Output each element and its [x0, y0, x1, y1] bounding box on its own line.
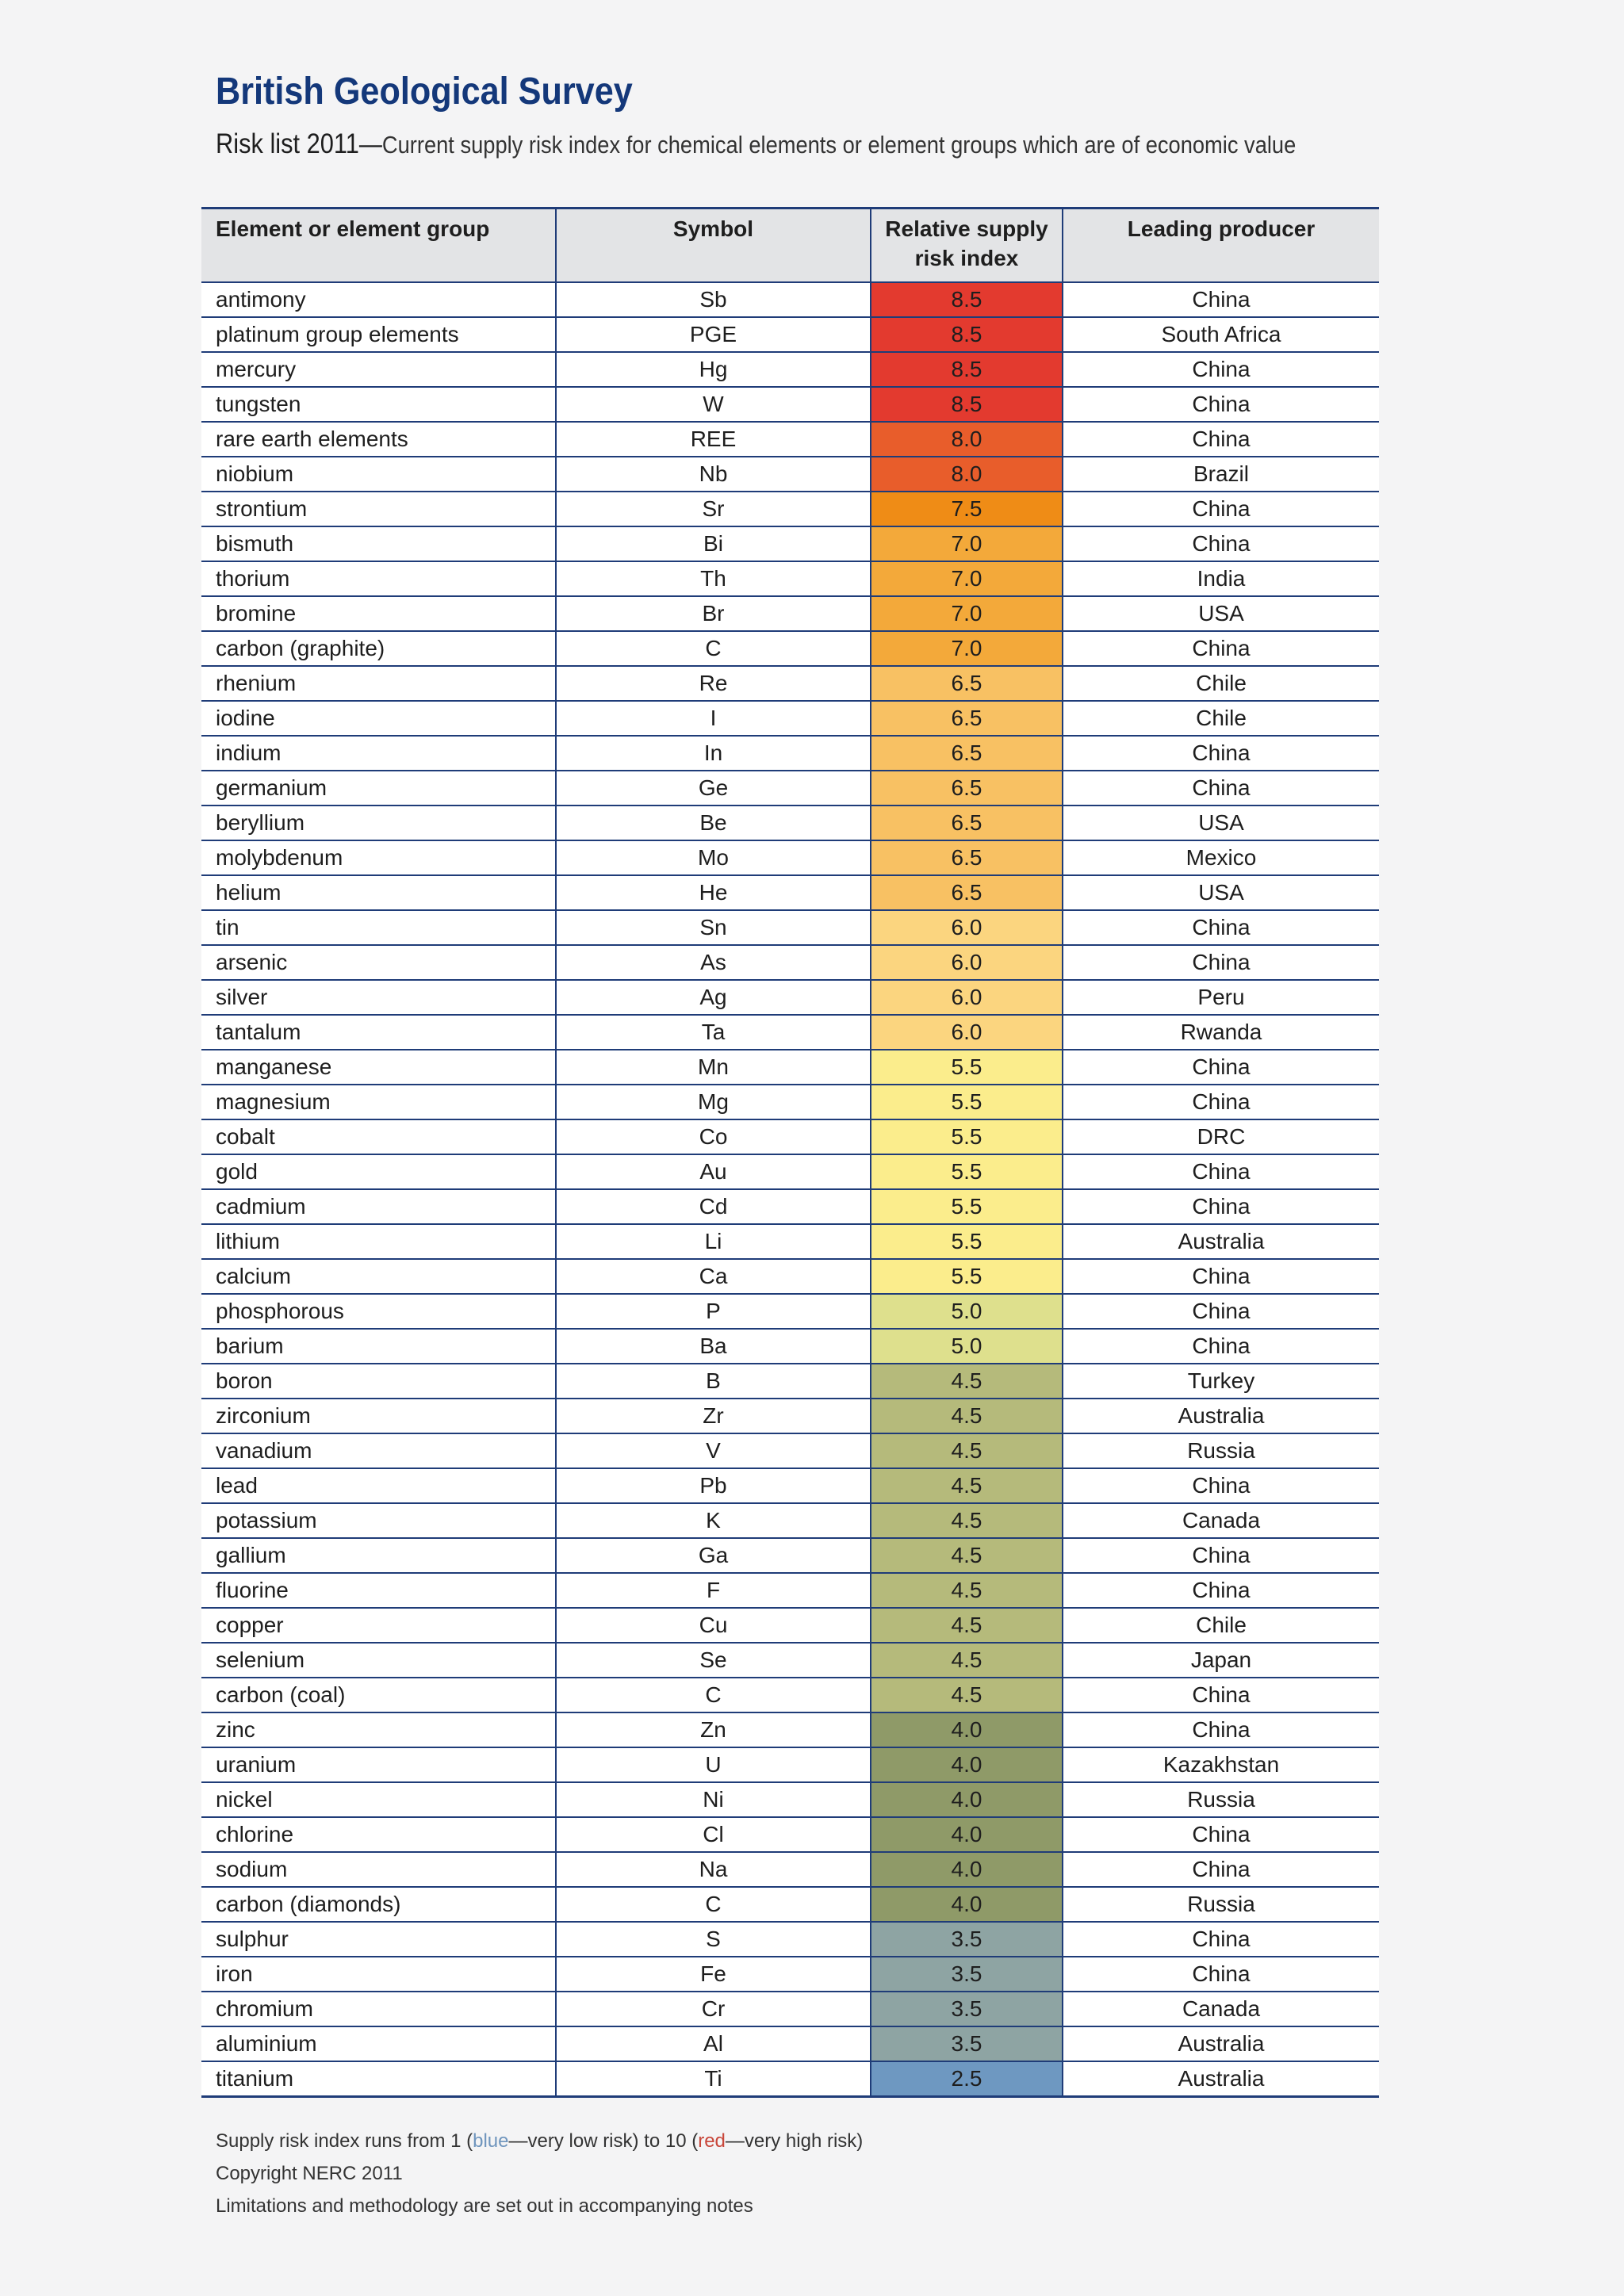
element-name-cell: silver [201, 980, 556, 1015]
element-name-cell: phosphorous [201, 1294, 556, 1329]
symbol-cell: Ca [556, 1259, 871, 1294]
risk-index-cell: 5.5 [871, 1119, 1063, 1154]
symbol-cell: PGE [556, 317, 871, 352]
element-name-cell: carbon (diamonds) [201, 1887, 556, 1922]
risk-index-cell: 4.5 [871, 1608, 1063, 1643]
table-row [201, 1573, 1379, 1608]
symbol-cell: Co [556, 1119, 871, 1154]
symbol-cell: C [556, 1887, 871, 1922]
table-row [201, 2026, 1379, 2061]
subtitle-description: Current supply risk index for chemical elements or element groups which are of economic value [381, 131, 1297, 159]
symbol-cell: Bi [556, 526, 871, 561]
element-name-cell: boron [201, 1364, 556, 1399]
leading-producer-cell: Chile [1063, 701, 1379, 736]
element-name-cell: chromium [201, 1992, 556, 2026]
element-name-cell: niobium [201, 457, 556, 492]
element-name-cell: bromine [201, 596, 556, 631]
leading-producer-cell: China [1063, 910, 1379, 945]
symbol-cell: Th [556, 561, 871, 596]
table-row [201, 1050, 1379, 1085]
risk-index-cell: 6.0 [871, 1015, 1063, 1050]
risk-index-cell: 6.5 [871, 771, 1063, 806]
element-name-cell: barium [201, 1329, 556, 1364]
symbol-cell: F [556, 1573, 871, 1608]
table-row [201, 457, 1379, 492]
table-row [201, 1817, 1379, 1852]
leading-producer-cell: Mexico [1063, 840, 1379, 875]
leading-producer-cell: China [1063, 1294, 1379, 1329]
leading-producer-cell: Russia [1063, 1782, 1379, 1817]
organization-title: British Geological Survey [216, 71, 633, 113]
element-name-cell: zirconium [201, 1399, 556, 1433]
risk-index-cell: 5.5 [871, 1259, 1063, 1294]
leading-producer-cell: South Africa [1063, 317, 1379, 352]
risk-index-cell: 6.0 [871, 910, 1063, 945]
header-row [201, 209, 1379, 283]
table-row [201, 1852, 1379, 1887]
element-name-cell: bismuth [201, 526, 556, 561]
element-name-cell: tantalum [201, 1015, 556, 1050]
table-row [201, 422, 1379, 457]
risk-index-cell: 4.5 [871, 1399, 1063, 1433]
symbol-cell: Au [556, 1154, 871, 1189]
risk-index-cell: 7.0 [871, 631, 1063, 666]
table-row [201, 1957, 1379, 1992]
symbol-cell: Ag [556, 980, 871, 1015]
document-subtitle [216, 128, 1296, 160]
symbol-cell: Mo [556, 840, 871, 875]
element-name-cell: fluorine [201, 1573, 556, 1608]
risk-index-cell: 4.0 [871, 1712, 1063, 1747]
risk-index-cell: 6.5 [871, 736, 1063, 771]
risk-index-cell: 8.5 [871, 387, 1063, 422]
element-name-cell: chlorine [201, 1817, 556, 1852]
symbol-cell: Zr [556, 1399, 871, 1433]
leading-producer-cell: China [1063, 1050, 1379, 1085]
risk-index-cell: 4.0 [871, 1782, 1063, 1817]
element-name-cell: cobalt [201, 1119, 556, 1154]
element-name-cell: platinum group elements [201, 317, 556, 352]
risk-index-cell: 6.5 [871, 666, 1063, 701]
leading-producer-cell: China [1063, 631, 1379, 666]
table-row [201, 631, 1379, 666]
column-header-symbol: Symbol [556, 209, 871, 283]
element-name-cell: carbon (coal) [201, 1678, 556, 1712]
symbol-cell: Mg [556, 1085, 871, 1119]
leading-producer-cell: Australia [1063, 2061, 1379, 2097]
symbol-cell: Re [556, 666, 871, 701]
element-name-cell: strontium [201, 492, 556, 526]
leading-producer-cell: China [1063, 282, 1379, 317]
leading-producer-cell: Australia [1063, 2026, 1379, 2061]
table-row [201, 736, 1379, 771]
risk-index-cell: 3.5 [871, 1957, 1063, 1992]
leading-producer-cell: Peru [1063, 980, 1379, 1015]
risk-index-cell: 5.0 [871, 1294, 1063, 1329]
risk-index-cell: 7.0 [871, 561, 1063, 596]
symbol-cell: Hg [556, 352, 871, 387]
leading-producer-cell: China [1063, 945, 1379, 980]
symbol-cell: Ni [556, 1782, 871, 1817]
risk-index-cell: 8.0 [871, 422, 1063, 457]
symbol-cell: Nb [556, 457, 871, 492]
leading-producer-cell: Australia [1063, 1399, 1379, 1433]
leading-producer-cell: China [1063, 771, 1379, 806]
table-row [201, 1224, 1379, 1259]
table-row [201, 387, 1379, 422]
element-name-cell: potassium [201, 1503, 556, 1538]
column-header-leading-producer: Leading producer [1063, 209, 1379, 283]
risk-index-cell: 8.5 [871, 352, 1063, 387]
element-name-cell: cadmium [201, 1189, 556, 1224]
element-name-cell: rare earth elements [201, 422, 556, 457]
table-row [201, 1503, 1379, 1538]
element-name-cell: molybdenum [201, 840, 556, 875]
copyright-note: Copyright NERC 2011 [216, 2163, 403, 2184]
element-name-cell: vanadium [201, 1433, 556, 1468]
risk-index-cell: 4.5 [871, 1433, 1063, 1468]
risk-table [201, 207, 1379, 2098]
risk-index-cell: 5.0 [871, 1329, 1063, 1364]
element-name-cell: indium [201, 736, 556, 771]
element-name-cell: titanium [201, 2061, 556, 2097]
table-row [201, 945, 1379, 980]
risk-index-cell: 6.5 [871, 806, 1063, 840]
risk-index-cell: 4.5 [871, 1573, 1063, 1608]
table-row [201, 910, 1379, 945]
leading-producer-cell: China [1063, 387, 1379, 422]
risk-index-cell: 4.0 [871, 1887, 1063, 1922]
leading-producer-cell: USA [1063, 596, 1379, 631]
symbol-cell: P [556, 1294, 871, 1329]
symbol-cell: Sr [556, 492, 871, 526]
table-row [201, 1643, 1379, 1678]
table-row [201, 806, 1379, 840]
leading-producer-cell: China [1063, 1189, 1379, 1224]
table-row [201, 1992, 1379, 2026]
element-name-cell: germanium [201, 771, 556, 806]
table-row [201, 701, 1379, 736]
table-row [201, 1538, 1379, 1573]
element-name-cell: helium [201, 875, 556, 910]
scale-note-mid: —very low risk) to 10 ( [508, 2130, 699, 2152]
footnotes [216, 2125, 863, 2222]
leading-producer-cell: Chile [1063, 1608, 1379, 1643]
symbol-cell: Ta [556, 1015, 871, 1050]
symbol-cell: Li [556, 1224, 871, 1259]
element-name-cell: carbon (graphite) [201, 631, 556, 666]
symbol-cell: Zn [556, 1712, 871, 1747]
leading-producer-cell: USA [1063, 806, 1379, 840]
symbol-cell: Cd [556, 1189, 871, 1224]
leading-producer-cell: Japan [1063, 1643, 1379, 1678]
leading-producer-cell: Rwanda [1063, 1015, 1379, 1050]
table-row [201, 2061, 1379, 2097]
table-row [201, 1782, 1379, 1817]
symbol-cell: Ga [556, 1538, 871, 1573]
leading-producer-cell: China [1063, 352, 1379, 387]
column-header-risk-index: Relative supply risk index [871, 209, 1063, 283]
element-name-cell: tin [201, 910, 556, 945]
symbol-cell: Cl [556, 1817, 871, 1852]
symbol-cell: Pb [556, 1468, 871, 1503]
risk-index-cell: 4.0 [871, 1817, 1063, 1852]
element-name-cell: lithium [201, 1224, 556, 1259]
symbol-cell: Sn [556, 910, 871, 945]
table-row [201, 1085, 1379, 1119]
leading-producer-cell: Canada [1063, 1992, 1379, 2026]
element-name-cell: uranium [201, 1747, 556, 1782]
leading-producer-cell: Turkey [1063, 1364, 1379, 1399]
table-row [201, 1468, 1379, 1503]
leading-producer-cell: China [1063, 1259, 1379, 1294]
symbol-cell: Al [556, 2026, 871, 2061]
leading-producer-cell: China [1063, 1329, 1379, 1364]
leading-producer-cell: China [1063, 1852, 1379, 1887]
risk-index-cell: 6.0 [871, 945, 1063, 980]
leading-producer-cell: Brazil [1063, 457, 1379, 492]
subtitle-dash: — [358, 129, 382, 159]
symbol-cell: Ge [556, 771, 871, 806]
table-row [201, 1747, 1379, 1782]
leading-producer-cell: DRC [1063, 1119, 1379, 1154]
risk-index-cell: 4.0 [871, 1747, 1063, 1782]
symbol-cell: Be [556, 806, 871, 840]
scale-note-suffix: —very high risk) [725, 2130, 864, 2152]
limitations-note: Limitations and methodology are set out in accompanying notes [216, 2195, 753, 2217]
table-row [201, 666, 1379, 701]
symbol-cell: Mn [556, 1050, 871, 1085]
symbol-cell: I [556, 701, 871, 736]
column-header-element: Element or element group [201, 209, 556, 283]
symbol-cell: Se [556, 1643, 871, 1678]
table-row [201, 1329, 1379, 1364]
leading-producer-cell: China [1063, 1538, 1379, 1573]
risk-index-cell: 8.5 [871, 282, 1063, 317]
leading-producer-cell: Russia [1063, 1887, 1379, 1922]
table-row [201, 1608, 1379, 1643]
symbol-cell: W [556, 387, 871, 422]
leading-producer-cell: China [1063, 492, 1379, 526]
risk-table-header [201, 209, 1379, 283]
element-name-cell: selenium [201, 1643, 556, 1678]
table-row [201, 980, 1379, 1015]
risk-index-cell: 7.5 [871, 492, 1063, 526]
element-name-cell: beryllium [201, 806, 556, 840]
table-row [201, 1678, 1379, 1712]
leading-producer-cell: China [1063, 1678, 1379, 1712]
leading-producer-cell: China [1063, 1085, 1379, 1119]
risk-index-cell: 4.5 [871, 1364, 1063, 1399]
risk-index-cell: 3.5 [871, 1992, 1063, 2026]
element-name-cell: lead [201, 1468, 556, 1503]
leading-producer-cell: Russia [1063, 1433, 1379, 1468]
risk-index-cell: 7.0 [871, 526, 1063, 561]
symbol-cell: As [556, 945, 871, 980]
risk-index-cell: 4.5 [871, 1643, 1063, 1678]
risk-index-cell: 4.5 [871, 1538, 1063, 1573]
symbol-cell: K [556, 1503, 871, 1538]
element-name-cell: iron [201, 1957, 556, 1992]
table-row [201, 1887, 1379, 1922]
element-name-cell: arsenic [201, 945, 556, 980]
risk-index-cell: 5.5 [871, 1154, 1063, 1189]
element-name-cell: aluminium [201, 2026, 556, 2061]
table-row [201, 771, 1379, 806]
table-row [201, 1119, 1379, 1154]
symbol-cell: Sb [556, 282, 871, 317]
risk-index-cell: 5.5 [871, 1085, 1063, 1119]
leading-producer-cell: China [1063, 1817, 1379, 1852]
risk-table-body [201, 282, 1379, 2097]
symbol-cell: Ba [556, 1329, 871, 1364]
leading-producer-cell: Canada [1063, 1503, 1379, 1538]
table-row [201, 561, 1379, 596]
element-name-cell: nickel [201, 1782, 556, 1817]
table-row [201, 1433, 1379, 1468]
element-name-cell: magnesium [201, 1085, 556, 1119]
table-row [201, 596, 1379, 631]
risk-index-cell: 6.5 [871, 875, 1063, 910]
risk-index-cell: 5.5 [871, 1050, 1063, 1085]
element-name-cell: rhenium [201, 666, 556, 701]
leading-producer-cell: China [1063, 1573, 1379, 1608]
element-name-cell: gallium [201, 1538, 556, 1573]
leading-producer-cell: China [1063, 1957, 1379, 1992]
element-name-cell: antimony [201, 282, 556, 317]
risk-index-cell: 5.5 [871, 1224, 1063, 1259]
scale-note [216, 2125, 863, 2157]
table-row [201, 1399, 1379, 1433]
leading-producer-cell: Chile [1063, 666, 1379, 701]
element-name-cell: manganese [201, 1050, 556, 1085]
table-row [201, 1259, 1379, 1294]
element-name-cell: sulphur [201, 1922, 556, 1957]
element-name-cell: zinc [201, 1712, 556, 1747]
scale-note-red: red [698, 2130, 726, 2152]
table-row [201, 1154, 1379, 1189]
symbol-cell: C [556, 631, 871, 666]
element-name-cell: copper [201, 1608, 556, 1643]
table-row [201, 1712, 1379, 1747]
risk-index-cell: 4.5 [871, 1503, 1063, 1538]
symbol-cell: V [556, 1433, 871, 1468]
risk-index-cell: 4.5 [871, 1678, 1063, 1712]
risk-index-cell: 7.0 [871, 596, 1063, 631]
table-row [201, 317, 1379, 352]
element-name-cell: thorium [201, 561, 556, 596]
risk-index-cell: 4.0 [871, 1852, 1063, 1887]
leading-producer-cell: China [1063, 422, 1379, 457]
table-row [201, 1364, 1379, 1399]
element-name-cell: tungsten [201, 387, 556, 422]
risk-index-cell: 2.5 [871, 2061, 1063, 2097]
symbol-cell: U [556, 1747, 871, 1782]
symbol-cell: He [556, 875, 871, 910]
symbol-cell: S [556, 1922, 871, 1957]
subtitle-lead: Risk list 2011 [216, 128, 359, 159]
table-row [201, 526, 1379, 561]
leading-producer-cell: USA [1063, 875, 1379, 910]
symbol-cell: In [556, 736, 871, 771]
element-name-cell: calcium [201, 1259, 556, 1294]
leading-producer-cell: Australia [1063, 1224, 1379, 1259]
leading-producer-cell: China [1063, 736, 1379, 771]
risk-index-cell: 6.5 [871, 840, 1063, 875]
risk-index-cell: 4.5 [871, 1468, 1063, 1503]
risk-index-cell: 8.5 [871, 317, 1063, 352]
leading-producer-cell: China [1063, 1154, 1379, 1189]
symbol-cell: Na [556, 1852, 871, 1887]
table-row [201, 1189, 1379, 1224]
table-row [201, 875, 1379, 910]
risk-index-cell: 8.0 [871, 457, 1063, 492]
risk-index-cell: 3.5 [871, 2026, 1063, 2061]
symbol-cell: B [556, 1364, 871, 1399]
symbol-cell: REE [556, 422, 871, 457]
element-name-cell: gold [201, 1154, 556, 1189]
symbol-cell: C [556, 1678, 871, 1712]
element-name-cell: sodium [201, 1852, 556, 1887]
leading-producer-cell: Kazakhstan [1063, 1747, 1379, 1782]
table-row [201, 492, 1379, 526]
table-row [201, 352, 1379, 387]
risk-index-cell: 6.5 [871, 701, 1063, 736]
leading-producer-cell: China [1063, 526, 1379, 561]
risk-index-cell: 6.0 [871, 980, 1063, 1015]
table-row [201, 282, 1379, 317]
table-row [201, 1294, 1379, 1329]
risk-index-cell: 5.5 [871, 1189, 1063, 1224]
symbol-cell: Fe [556, 1957, 871, 1992]
element-name-cell: mercury [201, 352, 556, 387]
symbol-cell: Cr [556, 1992, 871, 2026]
scale-note-prefix: Supply risk index runs from 1 ( [216, 2130, 473, 2152]
risk-index-cell: 3.5 [871, 1922, 1063, 1957]
table-row [201, 1922, 1379, 1957]
table-row [201, 840, 1379, 875]
symbol-cell: Br [556, 596, 871, 631]
leading-producer-cell: China [1063, 1922, 1379, 1957]
symbol-cell: Ti [556, 2061, 871, 2097]
table-row [201, 1015, 1379, 1050]
leading-producer-cell: China [1063, 1712, 1379, 1747]
scale-note-blue: blue [473, 2130, 509, 2152]
leading-producer-cell: India [1063, 561, 1379, 596]
element-name-cell: iodine [201, 701, 556, 736]
leading-producer-cell: China [1063, 1468, 1379, 1503]
symbol-cell: Cu [556, 1608, 871, 1643]
